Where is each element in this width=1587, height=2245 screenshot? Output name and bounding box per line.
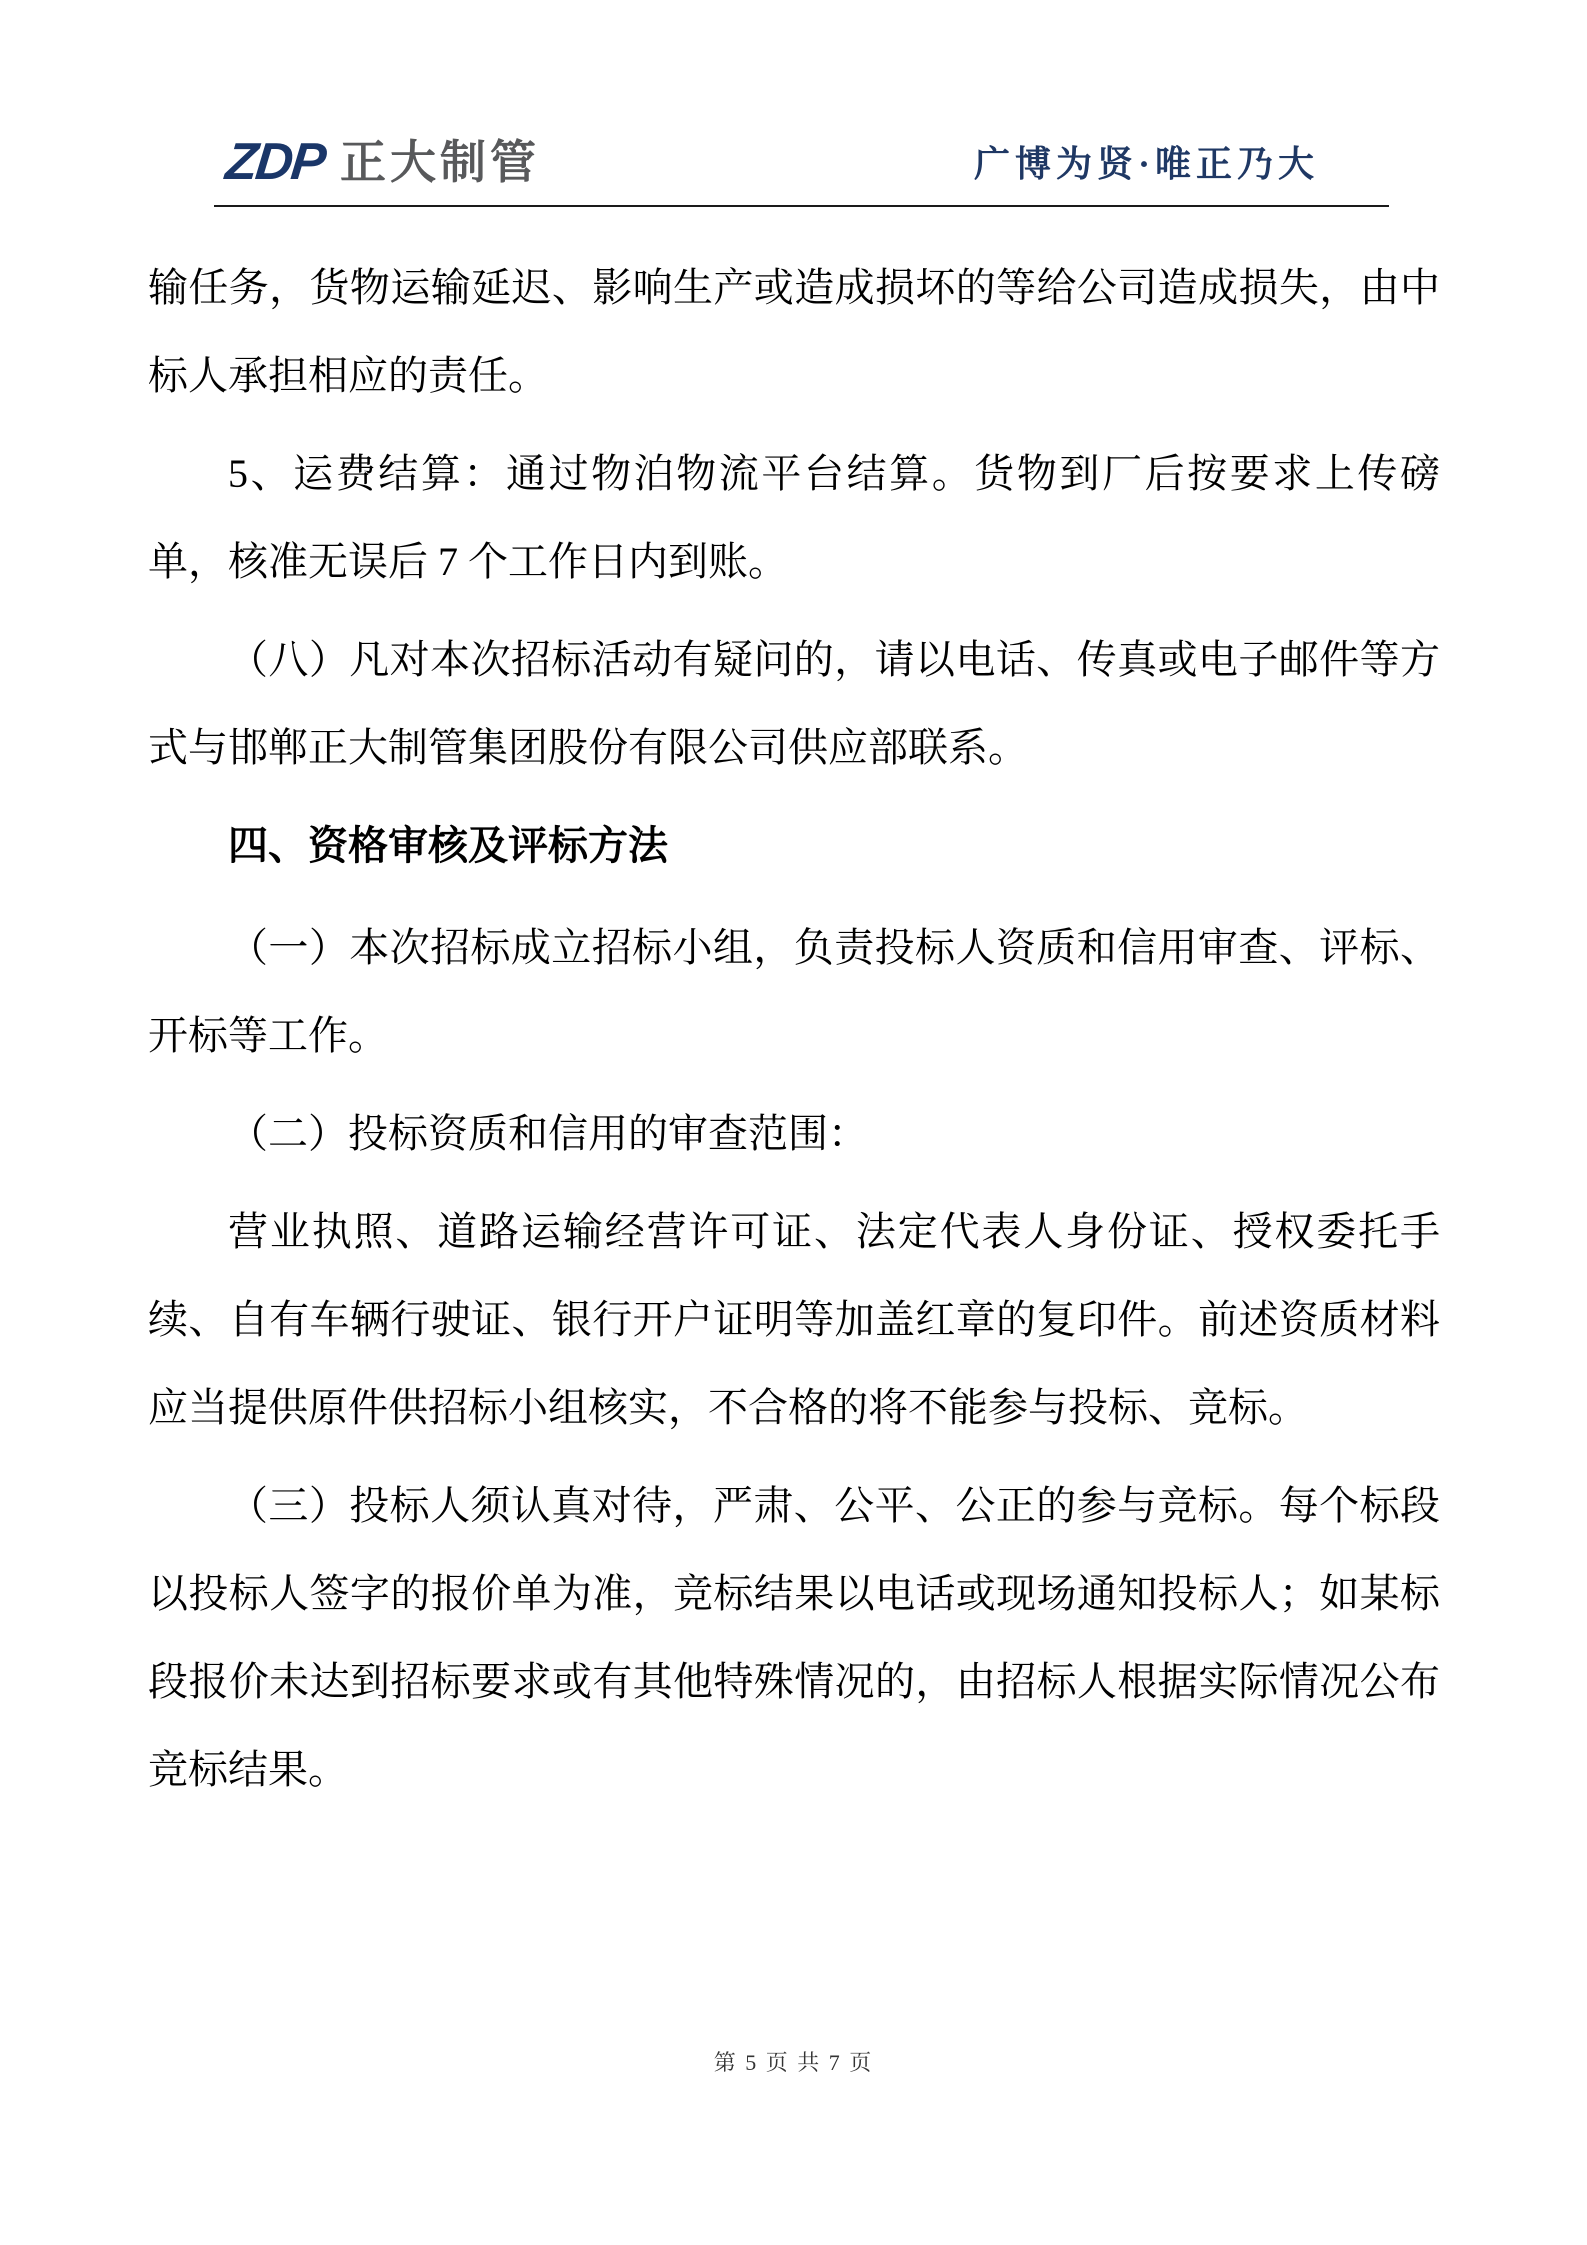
page-number: 第 5 页 共 7 页 [713,2050,874,2075]
paragraph: （一）本次招标成立招标小组，负责投标人资质和信用审查、评标、开标等工作。 [148,925,1440,1058]
paragraph: 营业执照、道路运输经营许可证、法定代表人身份证、授权委托手续、自有车辆行驶证、银行开户证明等加盖红章的复印件。前述资质材料应当提供原件供招标小组核实，不合格的将不能参与投标、竞标。 [148,1209,1440,1430]
header-divider [214,205,1389,207]
paragraph: （八）凡对本次招标活动有疑问的，请以电话、传真或电子邮件等方式与邯郸正大制管集团股份有限公司供应部联系。 [148,637,1440,770]
paragraph: 输任务，货物运输延迟、影响生产或造成损坏的等给公司造成损失，由中标人承担相应的责任。 [148,265,1440,398]
document-body [148,244,1440,1824]
paragraph: （二）投标资质和信用的审查范围： [228,1111,868,1156]
logo-company-name: 正大制管 [340,136,540,188]
company-slogan: 广博为贤·唯正乃大 [973,144,1319,184]
page-footer [0,2046,1587,2077]
logo-zdp-text: ZDP [222,133,328,191]
company-logo [222,133,540,191]
paragraph: 四、资格审核及评标方法 [228,823,668,868]
paragraph: （三）投标人须认真对待，严肃、公平、公正的参与竞标。每个标段以投标人签字的报价单为准，竞标结果以电话或现场通知投标人；如某标段报价未达到招标要求或有其他特殊情况的，由招标人根据实际情况公布竞标结果。 [148,1483,1440,1792]
paragraph: 5、运费结算：通过物泊物流平台结算。货物到厂后按要求上传磅单，核准无误后 7 个工作日内到账。 [148,451,1440,584]
